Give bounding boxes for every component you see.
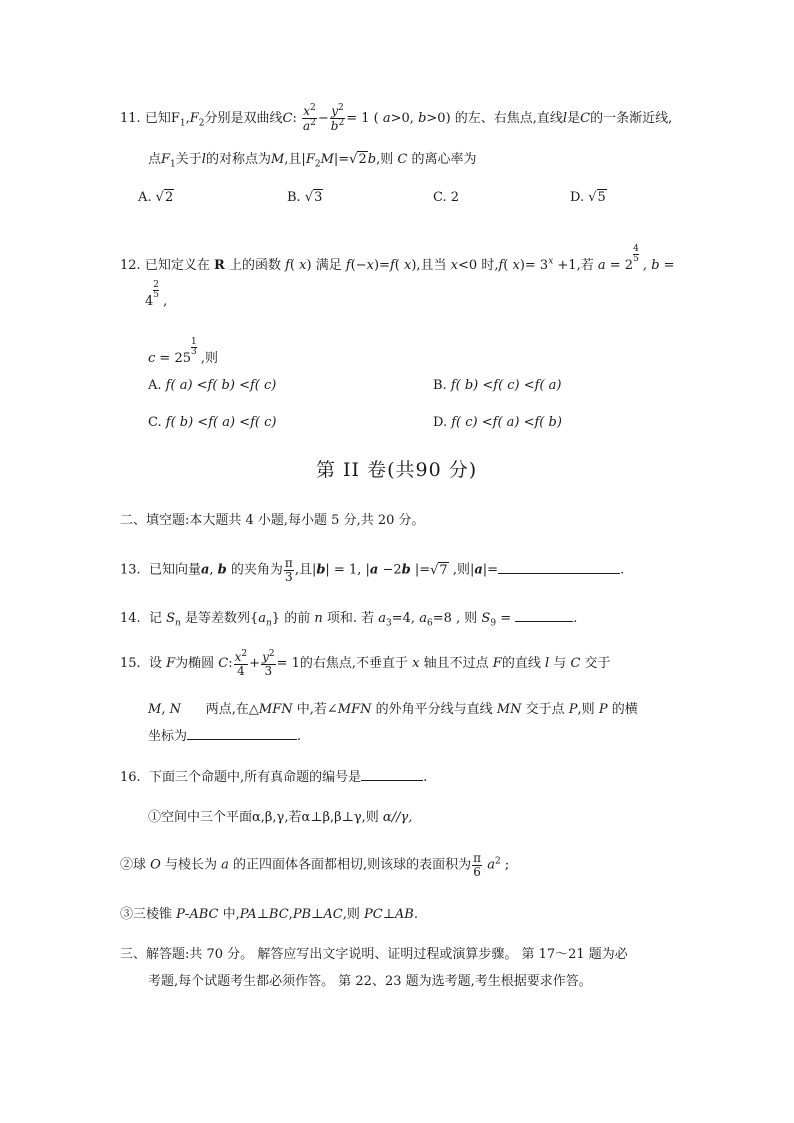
q12-option-c[interactable]: C. f( b) <f( a) <f( c): [148, 415, 277, 430]
question-number: 11.: [120, 111, 141, 126]
question-14: 14. 记 $S_n$ 是等差数列$\{a_n\}$ 的前 n 项和. 若 $a_3=4$, $a_6=8$ , 则 $S_9$ = .: [120, 611, 578, 629]
section-2-title: 第 II 卷(共90 分): [316, 459, 478, 481]
q11-option-a[interactable]: A. √2: [138, 190, 174, 205]
q16-item-3: ③三棱锥 P-ABC 中,PA⊥BC,PB⊥AC,则 PC⊥AB.: [120, 907, 419, 922]
q16-item-2: ②球 O 与棱长为 a 的正四面体各面都相切,则该球的表面积为 $\frac{\pi}{6}$ $a^2$ ;: [120, 851, 510, 879]
question-11: 11. 已知$F_1,F_2$分别是双曲线C: $\frac{x^2}{a^2}$ − $\frac{y^2}{b^2}$ = 1 ( a>0, b>0) 的左、右焦点,直线l是C的一条渐近线,: [120, 103, 673, 133]
question-13: 13. 已知向量a, b 的夹角为 $\frac{\pi}{3}$ ,且|b| = 1, |a −2b |=√7 ,则|a|= .: [120, 556, 625, 584]
q15-line3: 坐标为 .: [148, 729, 302, 744]
q12-option-a[interactable]: A. f( a) <f( b) <f( c): [148, 378, 277, 393]
section-3-line-1: 三、解答题:共 70 分。 解答应写出文字说明、证明过程或演算步骤。 第 17～21 题为必: [120, 947, 628, 962]
q12-option-d[interactable]: D. f( c) <f( a) <f( b): [433, 415, 562, 430]
q11-fraction-x: $\frac{x^2}{a^2}$: [303, 103, 316, 133]
q12-option-b[interactable]: B. f( b) <f( c) <f( a): [433, 378, 562, 393]
q11-option-d[interactable]: D. √5: [570, 190, 606, 205]
q11-option-b[interactable]: B. √3: [287, 190, 323, 205]
q12-line2: $4\frac{2}{5}$ ,: [145, 280, 168, 309]
section-3-line-2: 考题,每个试题考生都必须作答。 第 22、23 题为选考题,考生根据要求作答。: [148, 974, 592, 989]
q11-fraction-y: $\frac{y^2}{b^2}$: [330, 103, 345, 133]
q11-option-c[interactable]: C. 2: [433, 190, 460, 205]
fill-in-heading: 二、填空题:本大题共 4 小题,每小题 5 分,共 20 分。: [120, 513, 425, 528]
q12-line3: $c = 25\frac{1}{3}$ ,则: [148, 337, 218, 366]
q11-text: 已知$F_1,F_2$分别是双曲线C:: [144, 111, 297, 129]
q15-line2: M, N 两点,在△MFN 中,若∠MFN 的外角平分线与直线 MN 交于点 P,则 P 的横: [148, 702, 638, 717]
question-15: 15. 设 F为椭圆 C: $\frac{x^2}{4}$ + $\frac{y^2}{3}$ = 1的右焦点,不垂直于 x 轴且不过点 F的直线 l 与 C 交于: [120, 649, 611, 678]
question-12: 12. 已知定义在 R 上的函数 f( x) 满足 f(−x)=f( x),且当 x<0 时,f( $x)= 3^x +1$,若 $a = 2\frac{4}{5}$ , b =: [120, 244, 675, 273]
question-16: 16. 下面三个命题中,所有真命题的编号是 .: [120, 770, 428, 785]
q11-line2: 点$F_1$关于l的对称点为M,且$|F_2M|=√2b$,则 C 的离心率为: [148, 152, 477, 170]
q16-item-1: ①空间中三个平面α,β,γ,若α⊥β,β⊥γ,则 α//γ,: [148, 810, 413, 825]
